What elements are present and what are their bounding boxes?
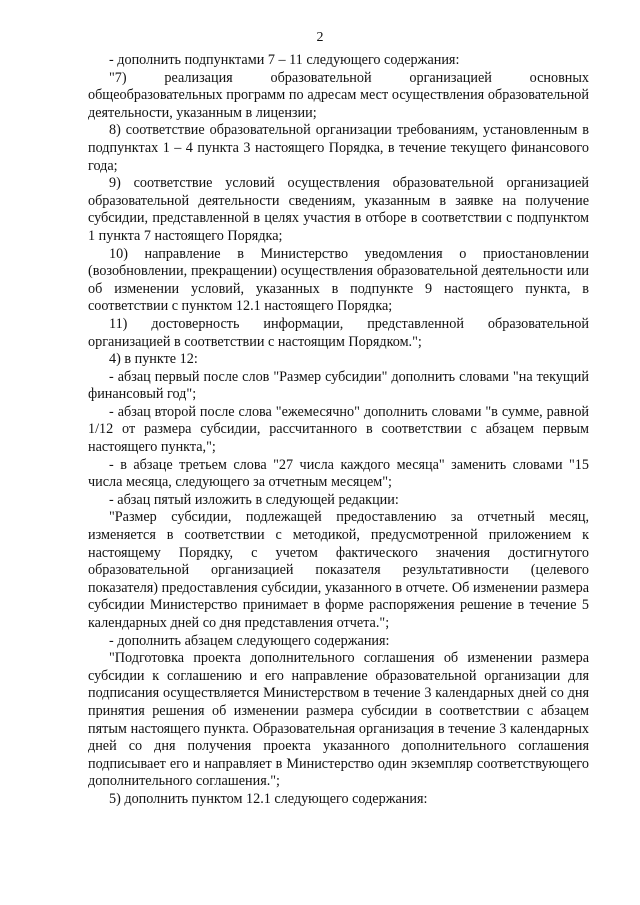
paragraph-5: 10) направление в Министерство уведомления о приостановлении (возобновлении, прекращении) осуществления образовательной деятельности или об изменении условий, указанных в подпункте 9 настоящего пункта, в соответствии с пунктом 12.1 настоящего Порядка; (88, 245, 589, 315)
paragraph-3: 8) соответствие образовательной организации требованиям, установленным в подпунктах 1 – 4 пункта 3 настоящего Порядка, в течение текущего финансового года; (88, 122, 589, 174)
paragraph-13: - дополнить абзацем следующего содержания: (109, 632, 390, 649)
paragraph-14: "Подготовка проекта дополнительного соглашения об изменении размера субсидии к соглашению и его направление образовательной организации для подписания осуществляется Министерством в течение 3 календарных дней со дня принятия решения об изменении размера субсидии в соответствии с абзацем пятым настоящего пункта. Образовательная организация в течение 3 календарных дней со дня получения проекта указанного дополнительного соглашения подписывает его и направляет в Министерство один экземпляр соответствующего дополнительного соглашения."; (88, 650, 589, 790)
paragraph-1: - дополнить подпунктами 7 – 11 следующего содержания: (109, 52, 460, 68)
paragraph-2: "7) реализация образовательной организацией основных общеобразовательных программ по адресам мест осуществления образовательной деятельности, указанным в лицензии; (88, 69, 589, 121)
paragraph-9: - абзац второй после слова "ежемесячно" дополнить словами "в сумме, равной 1/12 от размера субсидии, рассчитанного в соответствии с абзацем первым настоящего пункта,"; (88, 403, 589, 456)
paragraph-12: "Размер субсидии, подлежащей предоставлению за отчетный месяц, изменяется в соответствии с методикой, предусмотренной приложением к настоящему Порядку, с учетом фактического значения достигнутого образовательной организацией показателя результативности (целевого показателя) предоставления субсидии, указанного в отчете. Об изменении размера субсидии Министерство принимает в форме распоряжения решение в течение 5 календарных дней со дня представления отчета."; (88, 509, 589, 631)
paragraph-4: 9) соответствие условий осуществления образовательной организацией образовательной деятельности сведениям, указанным в заявке на получение субсидии, представленной в целях участия в отборе в соответствии с подпунктом 1 пункта 7 настоящего Порядка; (88, 175, 589, 244)
paragraph-7: 4) в пункте 12: (109, 351, 198, 368)
page-number: 2 (316, 30, 324, 45)
paragraph-6: 11) достоверность информации, представленной образовательной организацией в соответствии с настоящим Порядком."; (88, 315, 589, 350)
paragraph-10: - в абзаце третьем слова "27 числа каждого месяца" заменить словами "15 числа месяца, следующего за отчетным месяцем"; (88, 456, 589, 491)
paragraph-8: - абзац первый после слов "Размер субсидии" дополнить словами "на текущий финансовый год"; (88, 368, 589, 403)
paragraph-15: 5) дополнить пунктом 12.1 следующего содержания: (109, 790, 428, 807)
paragraph-11: - абзац пятый изложить в следующей редакции: (109, 491, 399, 508)
document-body (88, 52, 589, 809)
